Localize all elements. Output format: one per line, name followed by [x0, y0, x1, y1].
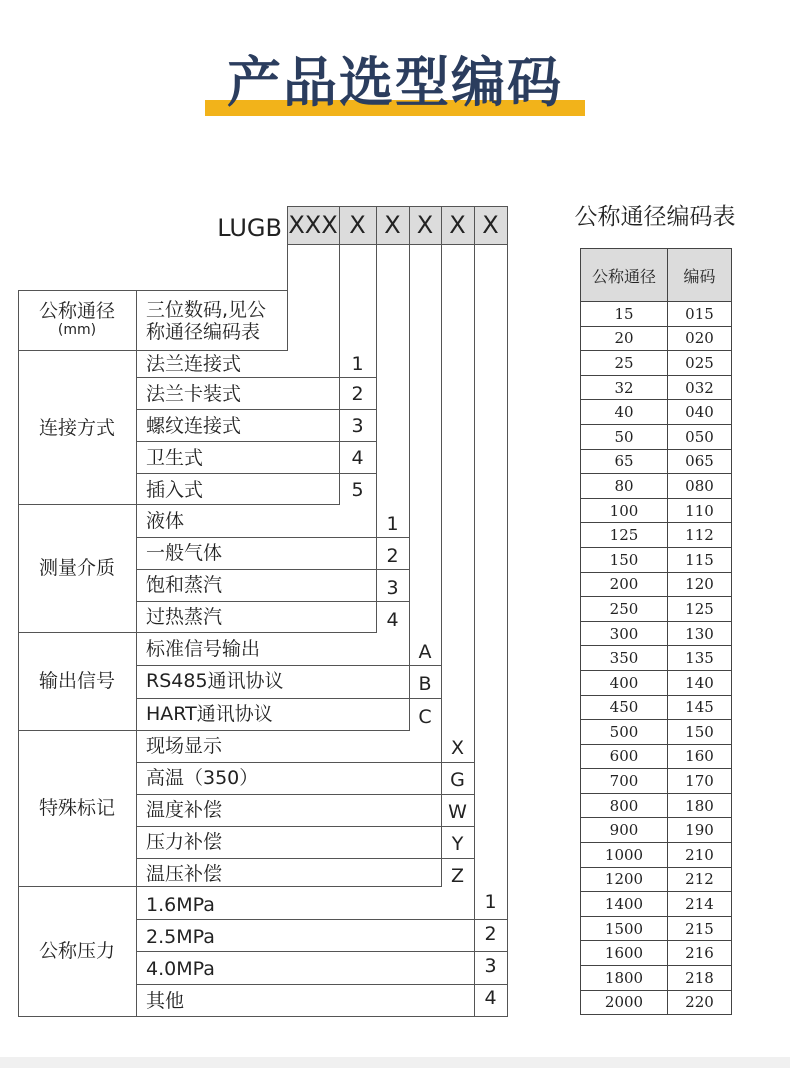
code-value: 4 [484, 987, 497, 1009]
cell-diameter: 2000 [581, 990, 668, 1015]
table-row [581, 695, 732, 720]
cell-diameter: 15 [581, 302, 668, 327]
cell-diameter: 900 [581, 818, 668, 843]
code-value: X [450, 737, 465, 759]
cell-diameter: 150 [581, 547, 668, 572]
table-row [581, 990, 732, 1015]
cell-code: 020 [668, 326, 732, 351]
table-row [581, 941, 732, 966]
code-value: 3 [351, 415, 364, 437]
option-thread-connection: 螺纹连接式 [146, 415, 242, 437]
option-1-6mpa: 1.6MPa [146, 894, 215, 916]
cell-diameter: 125 [581, 523, 668, 548]
cell-diameter: 25 [581, 351, 668, 376]
cell-diameter: 250 [581, 597, 668, 622]
code-value: Y [451, 833, 464, 855]
code-value: 2 [386, 545, 399, 567]
cell-diameter: 1000 [581, 843, 668, 868]
cell-diameter: 32 [581, 375, 668, 400]
code-header-2: X [376, 206, 409, 244]
table-row [581, 302, 732, 327]
cell-diameter: 100 [581, 498, 668, 523]
option-flange-connection: 法兰连接式 [146, 353, 242, 375]
category-label-diameter: 公称通径 (mm) [38, 300, 115, 338]
cell-code: 145 [668, 695, 732, 720]
cell-diameter: 600 [581, 744, 668, 769]
diameter-code-table [580, 248, 732, 1015]
table-row [581, 843, 732, 868]
cell-code: 112 [668, 523, 732, 548]
diameter-table-title: 公称通径编码表 [574, 204, 736, 230]
cell-code: 218 [668, 966, 732, 991]
table-row [581, 498, 732, 523]
category-label-output: 输出信号 [38, 670, 115, 692]
code-value: A [418, 641, 432, 663]
cell-code: 110 [668, 498, 732, 523]
table-row [581, 818, 732, 843]
code-value: B [418, 673, 432, 695]
table-row [581, 523, 732, 548]
cell-code: 150 [668, 720, 732, 745]
table-row [581, 351, 732, 376]
option-4-0mpa: 4.0MPa [146, 958, 215, 980]
cell-diameter: 500 [581, 720, 668, 745]
cell-code: 215 [668, 916, 732, 941]
table-row [581, 867, 732, 892]
option-hart: HART通讯协议 [146, 703, 273, 725]
option-diameter: 三位数码,见公 称通径编码表 [146, 299, 267, 343]
cell-code: 140 [668, 670, 732, 695]
cell-code: 120 [668, 572, 732, 597]
code-header-5: X [474, 206, 507, 244]
code-value: 2 [484, 923, 497, 945]
option-insertion: 插入式 [146, 479, 204, 501]
cell-code: 080 [668, 474, 732, 499]
cell-diameter: 1800 [581, 966, 668, 991]
code-header-xxx: XXX [287, 206, 339, 244]
cell-code: 160 [668, 744, 732, 769]
option-flange-clamp: 法兰卡装式 [146, 383, 242, 405]
cell-diameter: 65 [581, 449, 668, 474]
table-row [581, 572, 732, 597]
cell-code: 040 [668, 400, 732, 425]
cell-diameter: 50 [581, 424, 668, 449]
page-title: 产品选型编码 [227, 51, 563, 114]
code-value: 5 [351, 479, 364, 501]
table-row [581, 670, 732, 695]
option-temp-comp: 温度补偿 [146, 799, 223, 821]
category-label-medium: 测量介质 [38, 557, 115, 579]
code-value: 3 [484, 955, 497, 977]
code-value: C [418, 706, 432, 728]
category-label-pressure: 公称压力 [38, 940, 115, 962]
option-liquid: 液体 [146, 510, 185, 532]
cell-code: 214 [668, 892, 732, 917]
cell-code: 065 [668, 449, 732, 474]
cell-diameter: 1500 [581, 916, 668, 941]
code-value: 4 [386, 609, 399, 631]
cell-diameter: 700 [581, 769, 668, 794]
table-header-diameter: 公称通径 [581, 249, 668, 302]
code-value: 1 [351, 353, 364, 375]
code-value: G [450, 769, 465, 791]
table-row [581, 793, 732, 818]
cell-diameter: 1400 [581, 892, 668, 917]
cell-diameter: 1600 [581, 941, 668, 966]
cell-code: 050 [668, 424, 732, 449]
cell-code: 125 [668, 597, 732, 622]
option-other: 其他 [146, 990, 185, 1012]
option-gas: 一般气体 [146, 542, 223, 564]
table-row [581, 720, 732, 745]
code-value: 4 [351, 447, 364, 469]
option-standard-signal: 标准信号输出 [146, 638, 261, 660]
table-row [581, 424, 732, 449]
table-row [581, 449, 732, 474]
cell-code: 115 [668, 547, 732, 572]
code-value: 2 [351, 383, 364, 405]
option-high-temp: 高温（350） [146, 767, 259, 789]
code-value: Z [450, 865, 465, 887]
cell-code: 135 [668, 646, 732, 671]
table-row [581, 547, 732, 572]
cell-diameter: 1200 [581, 867, 668, 892]
cell-diameter: 20 [581, 326, 668, 351]
option-2-5mpa: 2.5MPa [146, 926, 215, 948]
bottom-band [0, 1057, 790, 1068]
cell-diameter: 200 [581, 572, 668, 597]
cell-code: 130 [668, 621, 732, 646]
table-row [581, 892, 732, 917]
cell-diameter: 80 [581, 474, 668, 499]
option-local-display: 现场显示 [146, 735, 223, 757]
cell-code: 210 [668, 843, 732, 868]
code-value: 3 [386, 577, 399, 599]
cell-code: 216 [668, 941, 732, 966]
code-value: W [448, 801, 467, 823]
table-row [581, 597, 732, 622]
cell-diameter: 300 [581, 621, 668, 646]
table-row [581, 375, 732, 400]
cell-diameter: 450 [581, 695, 668, 720]
table-row [581, 916, 732, 941]
cell-code: 180 [668, 793, 732, 818]
option-pressure-comp: 压力补偿 [146, 831, 223, 853]
category-label-connection: 连接方式 [38, 417, 115, 439]
cell-code: 190 [668, 818, 732, 843]
cell-code: 015 [668, 302, 732, 327]
table-row [581, 326, 732, 351]
option-superheated-steam: 过热蒸汽 [146, 606, 223, 628]
category-label-special: 特殊标记 [38, 797, 115, 819]
cell-code: 170 [668, 769, 732, 794]
table-header-code: 编码 [668, 249, 732, 302]
option-sanitary: 卫生式 [146, 447, 204, 469]
cell-diameter: 800 [581, 793, 668, 818]
option-saturated-steam: 饱和蒸汽 [146, 574, 223, 596]
cell-code: 212 [668, 867, 732, 892]
cell-code: 025 [668, 351, 732, 376]
option-temp-pressure-comp: 温压补偿 [146, 863, 223, 885]
code-value: 1 [484, 891, 497, 913]
code-header-4: X [441, 206, 474, 244]
table-row [581, 769, 732, 794]
cell-code: 220 [668, 990, 732, 1015]
code-value: 1 [386, 513, 399, 535]
table-row [581, 744, 732, 769]
code-header-1: X [339, 206, 376, 244]
cell-diameter: 400 [581, 670, 668, 695]
table-row [581, 400, 732, 425]
cell-diameter: 40 [581, 400, 668, 425]
table-row [581, 966, 732, 991]
table-row [581, 474, 732, 499]
code-header-3: X [409, 206, 441, 244]
model-prefix: LUGB [217, 214, 282, 242]
option-rs485: RS485通讯协议 [146, 670, 284, 692]
table-row [581, 621, 732, 646]
cell-code: 032 [668, 375, 732, 400]
table-row [581, 646, 732, 671]
cell-diameter: 350 [581, 646, 668, 671]
